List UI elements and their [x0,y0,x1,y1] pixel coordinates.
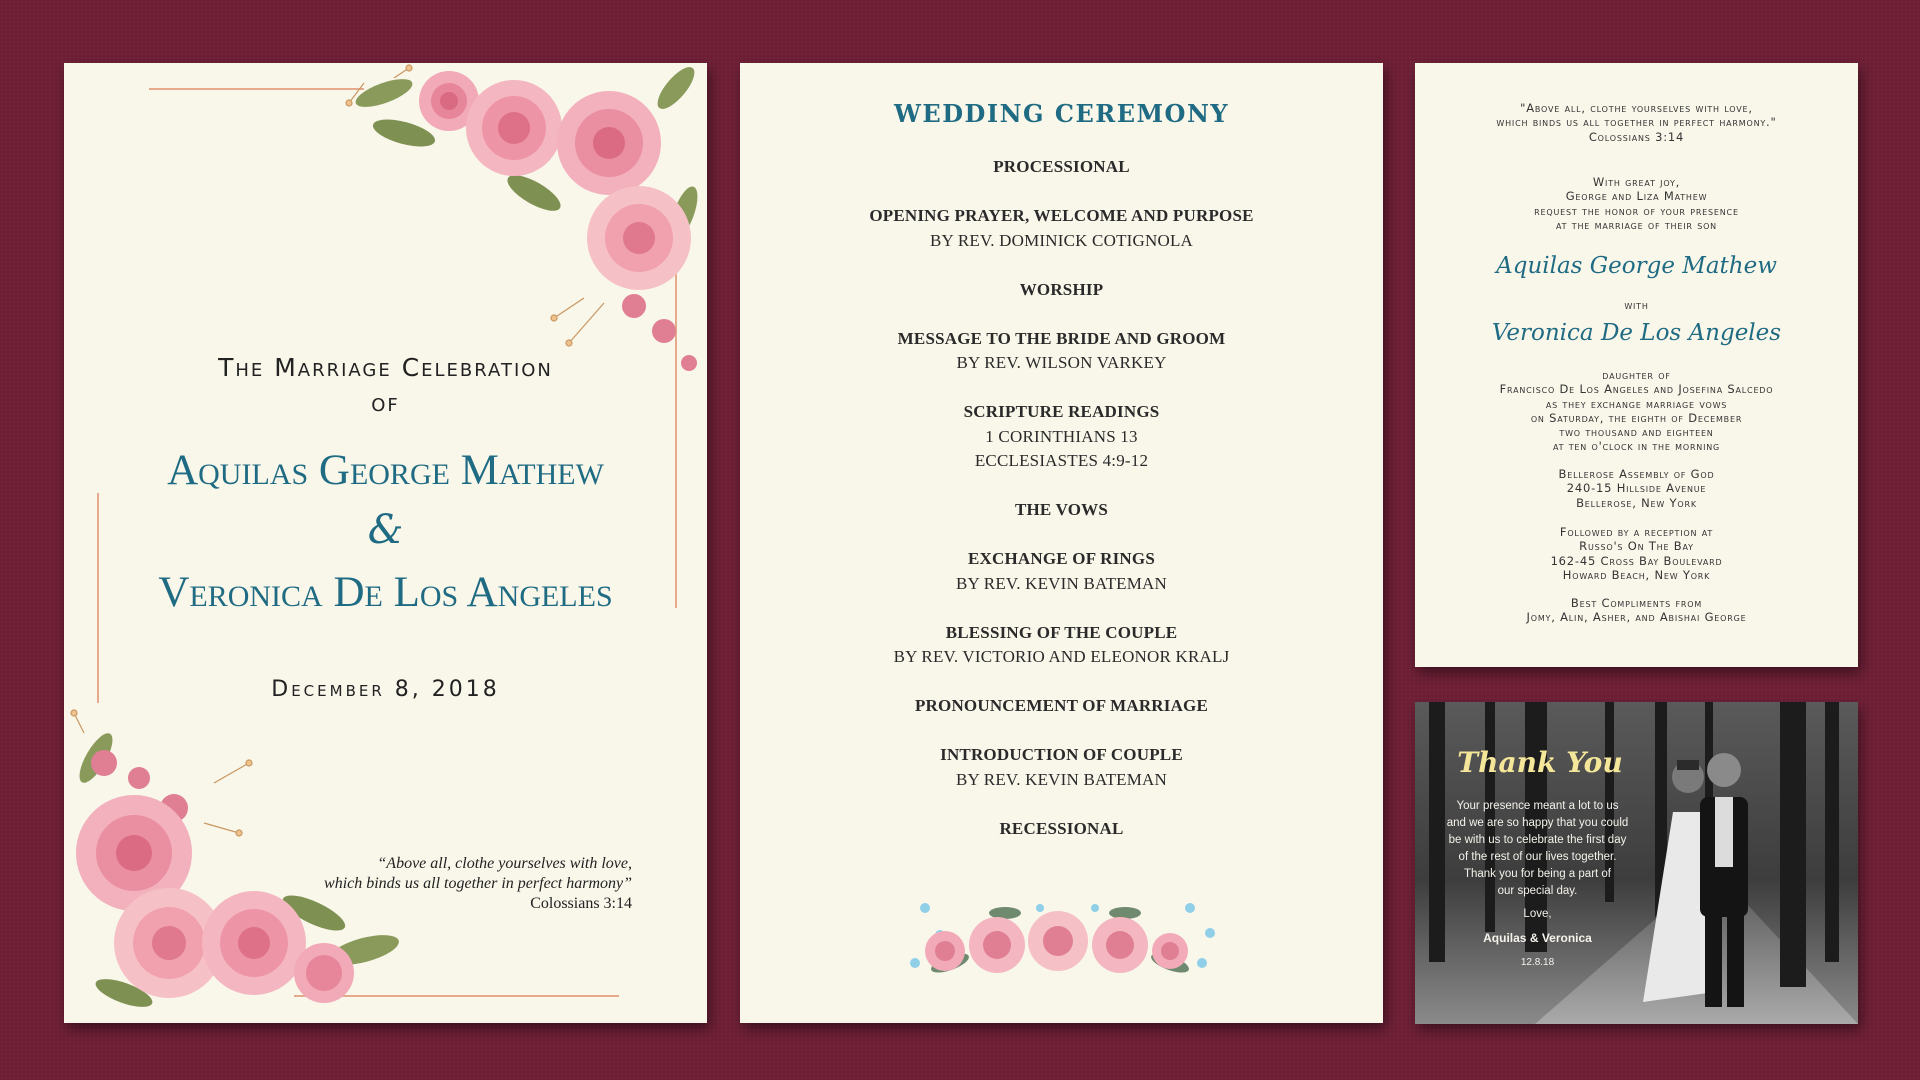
invite-reception-line: Followed by a reception at [1559,525,1714,539]
program-item-title: OPENING PRAYER, WELCOME AND PURPOSE [869,206,1254,225]
program-item-title: INTRODUCTION OF COUPLE [940,745,1183,764]
program-item-title: BLESSING OF THE COUPLE [945,622,1178,642]
invite-intro-line: George and Liza Mathew [1565,189,1708,204]
invite-compliments-line: Jomy, Alin, Asher, and Abishai George [1526,610,1747,625]
thank-you-names: Aquilas & Veronica [1483,931,1592,945]
thank-you-message-line: of the rest of our lives together. [1458,851,1617,863]
program-item [740,204,1383,253]
rose-flower-icon [1028,911,1088,971]
program-item [740,498,1383,523]
invite-bride-name: Veronica De Los Angeles [1491,320,1782,346]
invite-venue-line: Bellerose Assembly of God [1558,467,1715,481]
program-item-detail: BY REV. KEVIN BATEMAN [955,573,1168,593]
rose-flower-icon [969,917,1025,973]
rose-flower-icon [1092,917,1148,973]
thank-you-closing: Love, [1523,908,1552,920]
program-item-title: EXCHANGE OF RINGS [968,549,1155,568]
invite-with: with [1624,298,1649,312]
program-item [740,621,1383,670]
forget-me-not-icon [1197,958,1207,968]
invite-intro [1415,175,1858,232]
program-cover-card [64,63,707,1023]
forget-me-not-icon [920,903,930,913]
leaf-icon [989,907,1021,919]
leaf-icon [1109,907,1141,919]
leaf-icon [352,73,415,112]
forget-me-not-icon [1036,904,1044,912]
cover-bride-name: Veronica De Los Angeles [158,569,613,616]
program-item [740,400,1383,474]
program-item-detail: BY REV. KEVIN BATEMAN [955,769,1168,789]
thank-you-card [1415,702,1858,1024]
invite-detail-line: on Saturday, the eighth of December [1530,410,1743,425]
invite-intro-line: at the marriage of their son [1556,217,1717,232]
invite-detail-line: at ten o'clock in the morning [1552,439,1721,454]
forget-me-not-icon [935,930,945,940]
invite-quote-line: "Above all, clothe yourselves with love, [1520,101,1753,115]
leaf-icon [652,63,701,114]
thank-you-message-line: and we are so happy that you could [1446,817,1629,829]
invite-detail-line: Francisco De Los Angeles and Josefina Salcedo [1499,382,1774,397]
program-item [740,155,1383,180]
rosebud-icon [652,319,676,343]
invite-reception-line: Russo's On The Bay [1579,539,1694,554]
invite-venue-line: 240-15 Hillside Avenue [1566,481,1707,496]
program-item-detail: BY REV. VICTORIO AND ELEONOR KRALJ [893,647,1230,666]
program-item-title: PROCESSIONAL [993,157,1130,176]
invite-quote [1415,101,1858,144]
cover-title-line2: of [371,388,400,417]
invite-reception-line: 162-45 Cross Bay Boulevard [1550,553,1723,568]
thank-you-message-line: be with us to celebrate the first day [1448,834,1627,846]
invite-detail-line: as they exchange marriage vows [1545,396,1728,411]
leaf-icon [1149,950,1191,977]
rosebud-icon [128,767,150,789]
thank-you-message-line: Thank you for being a part of [1463,868,1612,880]
program-heading: WEDDING CEREMONY [893,99,1230,128]
thank-you-message [1430,798,1645,900]
forget-me-not-icon [910,958,920,968]
cover-title-line1: The Marriage Celebration [218,353,553,382]
invite-intro-line: request the honor of your presence [1534,203,1739,218]
invite-compliments-line: Best Compliments from [1570,596,1703,610]
program-item [740,327,1383,376]
rose-cluster-top [346,63,703,371]
program-item [740,817,1383,842]
invite-intro-line: With great joy, [1592,175,1681,189]
invite-compliments [1415,596,1858,625]
rosebud-icon [622,294,646,318]
invite-quote-line: Colossians 3:14 [1588,129,1685,144]
program-item-title: SCRIPTURE READINGS [963,402,1160,421]
program-item-detail: BY REV. WILSON VARKEY [956,353,1167,372]
forget-me-not-icon [1091,904,1099,912]
program-item [740,694,1383,719]
ceremony-program-card [740,63,1383,1023]
invite-venue [1415,467,1858,510]
invitation-card [1415,63,1858,667]
program-item-detail: 1 CORINTHIANS 13 [985,426,1138,446]
cover-groom-name: Aquilas George Mathew [167,447,604,494]
invite-detail-line: two thousand and eighteen [1559,425,1714,440]
cover-ampersand: & [367,507,404,553]
forget-me-not-icon [1205,928,1215,938]
forget-me-not-icon [1185,903,1195,913]
invite-groom-name: Aquilas George Mathew [1496,253,1777,279]
thank-you-date: 12.8.18 [1520,957,1555,968]
leaf-icon [929,950,971,977]
program-item-title: MESSAGE TO THE BRIDE AND GROOM [897,328,1226,348]
program-item-title: RECESSIONAL [999,818,1124,838]
rose-flower-icon [1152,933,1188,969]
thank-you-message-line: our special day. [1497,885,1578,897]
thank-you-title: Thank You [1457,746,1623,779]
cover-quote [324,854,632,914]
quote-line: “Above all, clothe yourselves with love, [377,855,632,872]
program-item-title: THE VOWS [1014,500,1109,519]
program-order-list [740,155,1383,866]
program-item-detail: BY REV. DOMINICK COTIGNOLA [929,230,1194,250]
invite-reception [1415,525,1858,582]
rose-flower-icon [925,931,965,971]
thank-you-message-line: Your presence meant a lot to us [1456,800,1619,812]
program-item [740,547,1383,596]
cover-date: December 8, 2018 [271,677,500,702]
invite-quote-line: which binds us all together in perfect harmony." [1496,115,1777,130]
invite-detail-line: daughter of [1602,368,1671,382]
program-item [740,278,1383,303]
invite-reception-line: Howard Beach, New York [1562,567,1711,582]
program-item-title: PRONOUNCEMENT OF MARRIAGE [914,696,1209,715]
program-item [740,743,1383,792]
program-item-title: WORSHIP [1019,279,1104,299]
rosebud-icon [91,750,117,776]
invite-venue-line: Bellerose, New York [1576,495,1697,510]
invite-details [1415,368,1858,454]
quote-reference: Colossians 3:14 [530,895,632,912]
program-item-detail: ECCLESIASTES 4:9-12 [974,451,1149,470]
quote-line: which binds us all together in perfect harmony” [324,875,632,892]
